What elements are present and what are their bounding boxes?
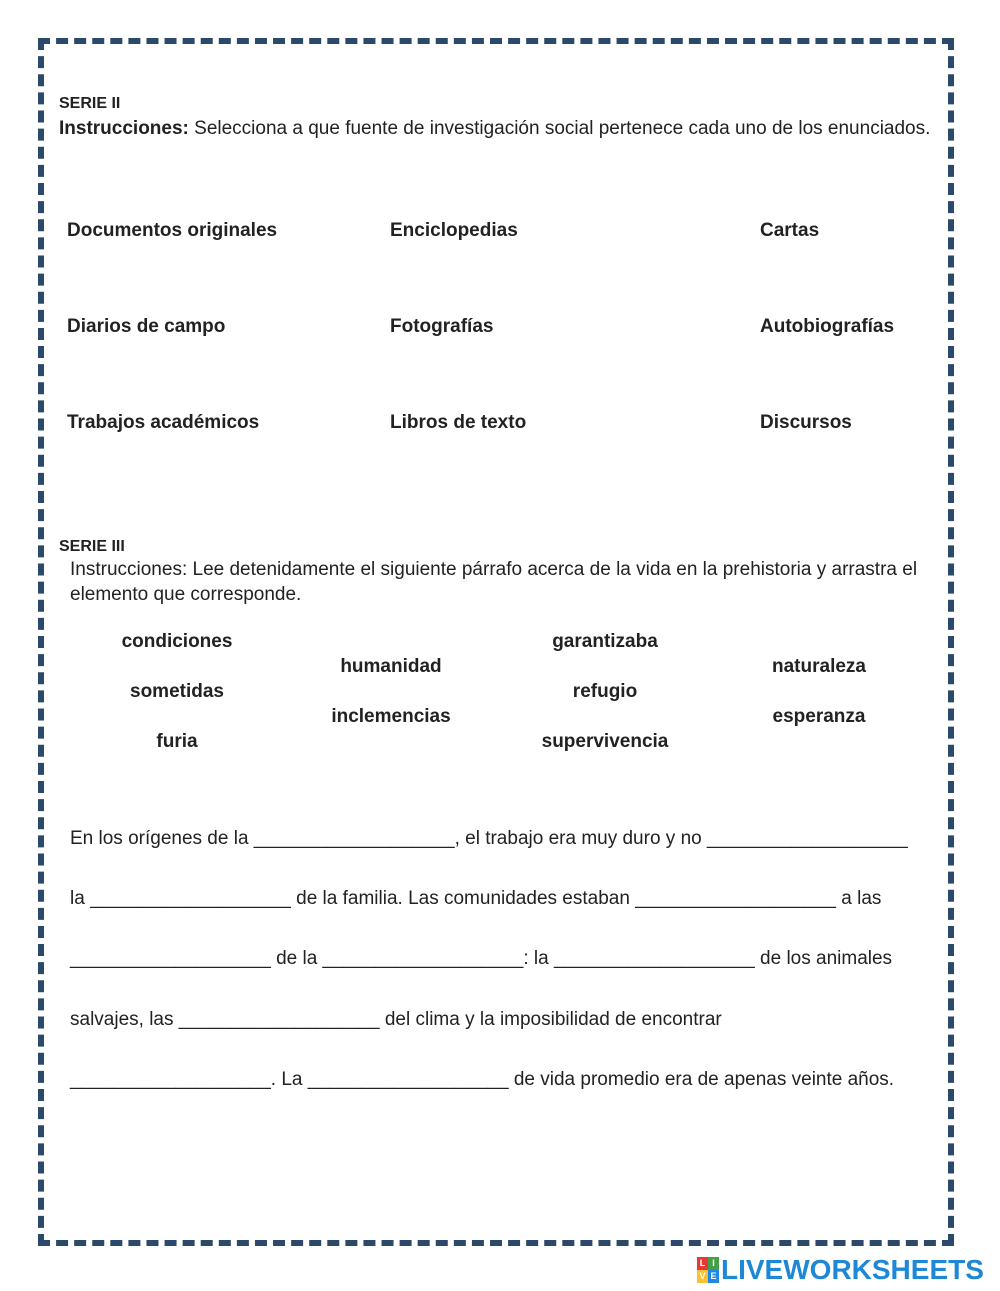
logo-badge-icon — [697, 1257, 719, 1283]
serie-3-title: SERIE III — [59, 538, 125, 555]
drop-blank[interactable]: ___________________ — [322, 948, 524, 969]
drop-blank[interactable]: ___________________ — [707, 828, 908, 849]
drop-blank[interactable]: ___________________ — [178, 1009, 380, 1030]
paragraph-line-5 — [70, 1069, 894, 1091]
paragraph-text: de los animales — [760, 948, 893, 969]
paragraph-text: la — [70, 888, 85, 909]
instructions-text: Selecciona a que fuente de investigación social pertenece cada uno de los enunciados. — [188, 118, 931, 139]
source-option[interactable]: Discursos — [760, 412, 852, 433]
liveworksheets-logo[interactable] — [697, 1255, 984, 1285]
badge-letter: V — [697, 1270, 708, 1283]
serie-2-instructions — [59, 115, 939, 142]
source-option[interactable]: Libros de texto — [390, 412, 527, 433]
drop-blank[interactable]: ___________________ — [70, 1069, 271, 1090]
paragraph-line-2 — [70, 888, 881, 910]
draggable-word[interactable]: naturaleza — [772, 656, 866, 677]
source-option[interactable]: Diarios de campo — [67, 316, 226, 337]
paragraph-text: En los orígenes de la — [70, 828, 249, 849]
paragraph-text: de la — [276, 948, 318, 969]
draggable-word[interactable]: humanidad — [340, 656, 442, 677]
instructions-label: Instrucciones: — [59, 118, 189, 139]
source-option[interactable]: Documentos originales — [67, 220, 278, 241]
source-option[interactable]: Fotografías — [390, 316, 494, 337]
paragraph-text: del clima y la imposibilidad de encontrar — [384, 1009, 722, 1030]
draggable-word[interactable]: esperanza — [772, 706, 866, 727]
paragraph-text: , el trabajo era muy duro y no — [454, 828, 702, 849]
draggable-word[interactable]: furia — [156, 731, 198, 752]
paragraph-line-3 — [70, 948, 892, 970]
paragraph-text: de la familia. Las comunidades estaban — [296, 888, 630, 909]
draggable-word[interactable]: sometidas — [130, 681, 224, 702]
paragraph-text: de vida promedio era de apenas veinte años. — [513, 1069, 895, 1090]
drop-blank[interactable]: ___________________ — [70, 948, 271, 969]
paragraph-line-1 — [70, 828, 908, 850]
drop-blank[interactable]: ___________________ — [635, 888, 836, 909]
source-option[interactable]: Trabajos académicos — [67, 412, 260, 433]
paragraph-text: salvajes, las — [70, 1009, 174, 1030]
paragraph-text: a las — [841, 888, 882, 909]
badge-letter: E — [708, 1270, 719, 1283]
drop-blank[interactable]: ___________________ — [553, 948, 755, 969]
badge-letter: I — [708, 1257, 719, 1270]
badge-letter: L — [697, 1257, 708, 1270]
paragraph-text: . La — [270, 1069, 303, 1090]
draggable-word[interactable]: condiciones — [121, 631, 233, 652]
serie-3-instructions: Instrucciones: Lee detenidamente el siguiente párrafo acerca de la vida en la prehistoria y arrastra el elemento que corresponde. — [70, 559, 918, 605]
draggable-word[interactable]: refugio — [572, 681, 638, 702]
draggable-word[interactable]: supervivencia — [541, 731, 669, 752]
source-option[interactable]: Autobiografías — [760, 316, 895, 337]
drop-blank[interactable]: ___________________ — [253, 828, 455, 849]
draggable-word[interactable]: inclemencias — [331, 706, 451, 727]
logo-text: LIVEWORKSHEETS — [721, 1254, 984, 1285]
source-option[interactable]: Cartas — [760, 220, 820, 241]
paragraph-text: : la — [523, 948, 549, 969]
drop-blank[interactable]: ___________________ — [307, 1069, 509, 1090]
source-option[interactable]: Enciclopedias — [390, 220, 518, 241]
paragraph-line-4 — [70, 1009, 722, 1031]
serie-2-title: SERIE II — [59, 95, 121, 112]
drop-blank[interactable]: ___________________ — [90, 888, 291, 909]
draggable-word[interactable]: garantizaba — [552, 631, 658, 652]
